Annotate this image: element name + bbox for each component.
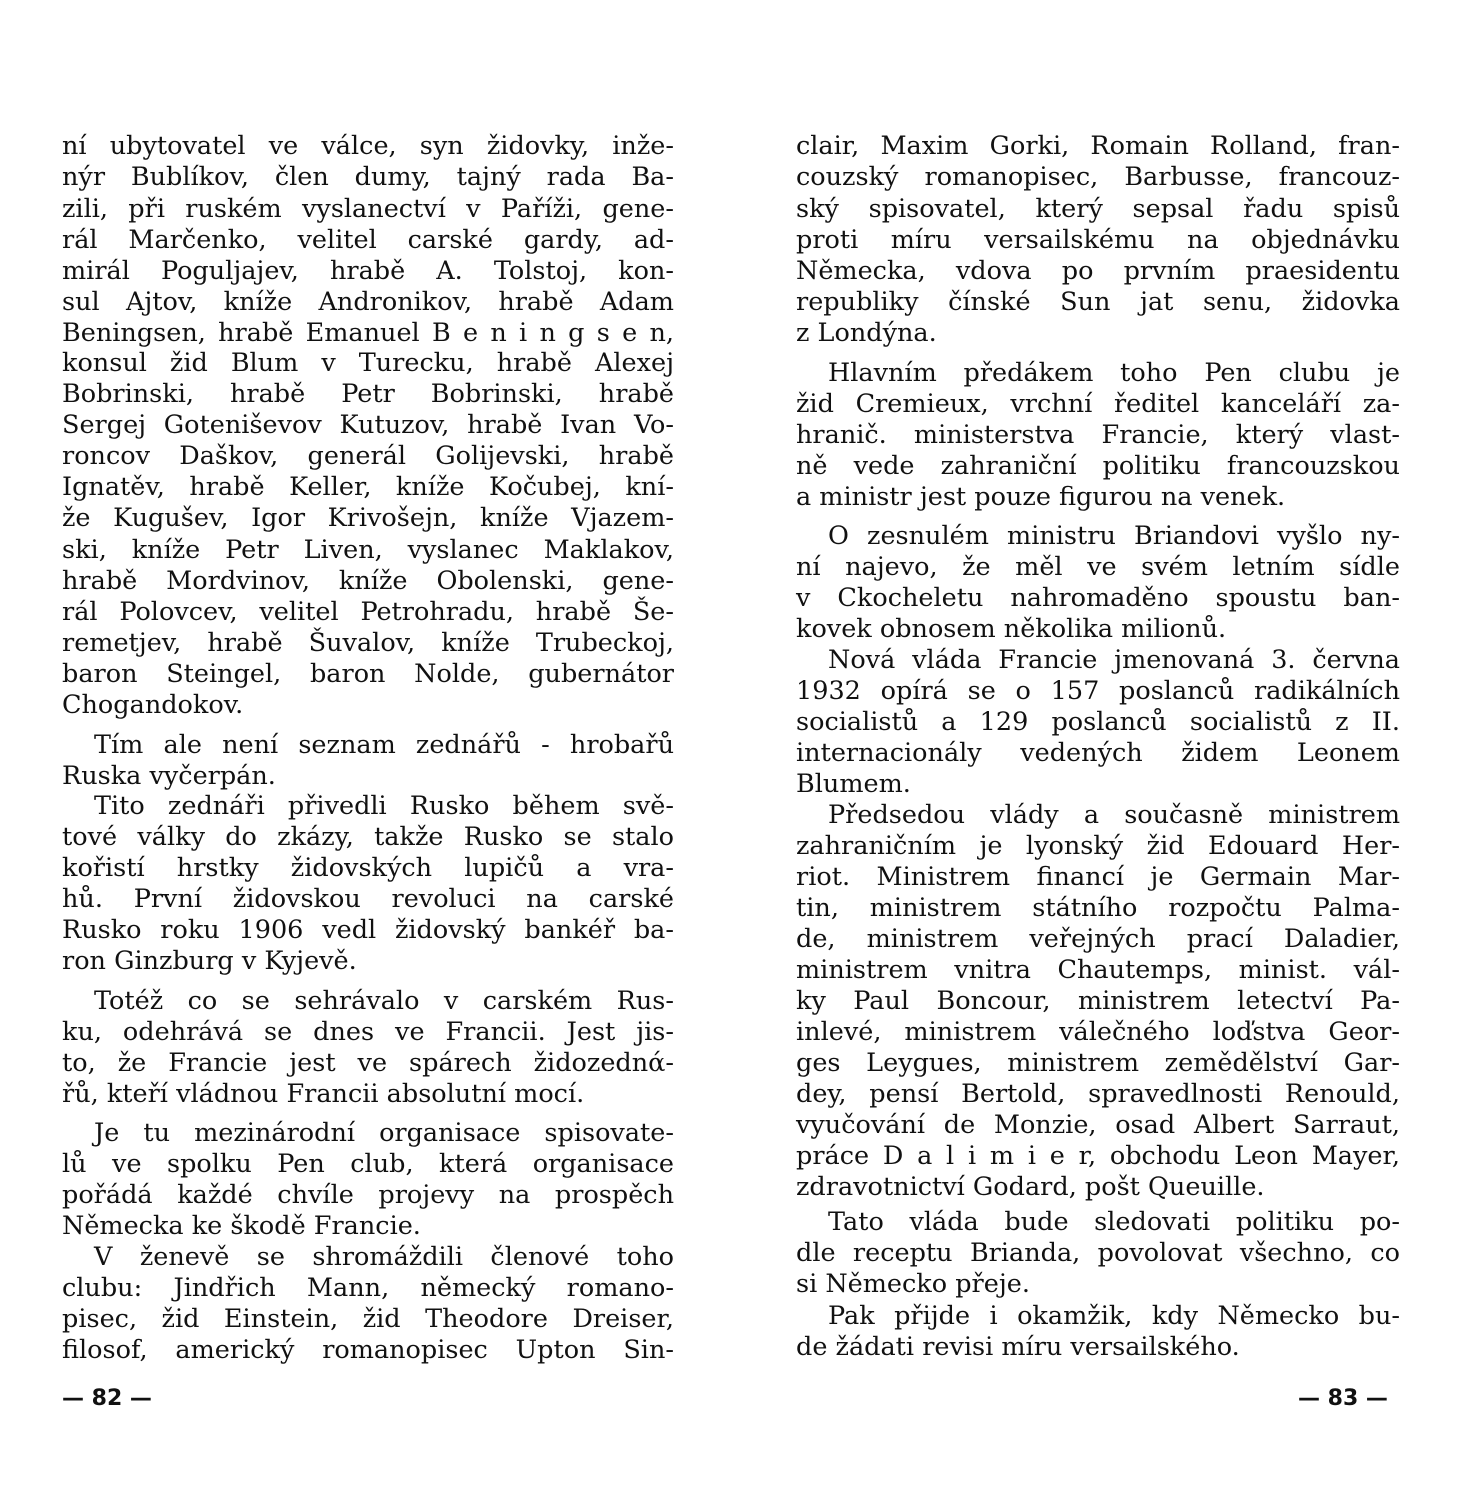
text-line: rál Marčenko, velitel carské gardy, ad-: [62, 225, 674, 255]
text-line: Chogandokov.: [62, 690, 244, 720]
text-line: Bobrinski, hrabě Petr Bobrinski, hrabě: [62, 379, 674, 409]
text-line: hranič. ministerstva Francie, který vlast-: [796, 420, 1400, 450]
page-number-left: — 82 —: [62, 1386, 152, 1411]
text-line: že Kugušev, Igor Krivošejn, kníže Vjazem-: [62, 503, 674, 533]
text-line: vyučování de Monzie, osad Albert Sarraut,: [796, 1110, 1400, 1140]
text-line: Je tu mezinárodní organisace spisovate-: [94, 1118, 674, 1148]
text-line: Nová vláda Francie jmenovaná 3. června: [828, 645, 1400, 675]
text-line: ministrem vnitra Chautemps, minist. vál-: [796, 955, 1400, 985]
text-line: inlevé, ministrem válečného loďstva Geor-: [796, 1017, 1400, 1047]
text-line: ky Paul Boncour, ministrem letectví Pa-: [796, 986, 1400, 1016]
text-line: Pak přijde i okamžik, kdy Německo bu-: [828, 1301, 1400, 1331]
text-line: to, že Francie jest ve spárech židozednά-: [62, 1048, 674, 1078]
text-line: Rusko roku 1906 vedl židovský bankéř ba-: [62, 915, 674, 945]
text-line: clubu: Jindřich Mann, německý romano-: [62, 1273, 674, 1303]
text-line: filosof, americký romanopisec Upton Sin-: [62, 1335, 674, 1365]
text-line: Ruska vyčerpán.: [62, 761, 276, 791]
text-line: Německa, vdova po prvním praesidentu: [796, 256, 1400, 286]
text-line: proti míru versailskému na objednávku: [796, 225, 1400, 255]
text-line: tin, ministrem státního rozpočtu Palma-: [796, 893, 1400, 923]
text-line: zahraničním je lyonský žid Edouard Her-: [796, 831, 1400, 861]
text-line: Německa ke škodě Francie.: [62, 1211, 421, 1241]
text-line: ně vede zahraniční politiku francouzskou: [796, 451, 1400, 481]
text-line: z Londýna.: [796, 318, 937, 348]
text-line: zili, při ruském vyslanectví v Paříži, gene-: [62, 194, 674, 224]
text-line: republiky čínské Sun jat senu, židovka: [796, 287, 1400, 317]
text-line: pisec, žid Einstein, žid Theodore Dreiser,: [62, 1304, 674, 1334]
text-line: Ignatěv, hrabě Keller, kníže Kočubej, kní-: [62, 472, 674, 502]
text-line: Tím ale není seznam zednářů - hrobařů: [94, 730, 674, 760]
text-line: couzský romanopisec, Barbusse, francouz-: [796, 162, 1400, 192]
text-line: Hlavním předákem toho Pen clubu je: [828, 358, 1400, 388]
text-line: a ministr jest pouze figurou na venek.: [796, 482, 1286, 512]
text-line: v Ckocheletu nahromaděno spoustu ban-: [796, 583, 1400, 613]
text-line: kovek obnosem několika milionů.: [796, 614, 1227, 644]
text-line: žid Cremieux, vrchní ředitel kanceláří za-: [796, 389, 1400, 419]
text-line: řů, kteří vládnou Francii absolutní mocí.: [62, 1079, 585, 1109]
text-line: internacionály vedených židem Leonem: [796, 738, 1400, 768]
text-line: remetjev, hrabě Šuvalov, kníže Trubeckoj,: [62, 628, 674, 658]
text-line: si Německo přeje.: [796, 1269, 1030, 1299]
text-line: mirál Poguljajev, hrabě A. Tolstoj, kon-: [62, 256, 674, 286]
text-line: sul Ajtov, kníže Andronikov, hrabě Adam: [62, 287, 674, 317]
text-line: ku, odehrává se dnes ve Francii. Jest jis-: [62, 1017, 674, 1047]
text-line: nýr Bublíkov, člen dumy, tajný rada Ba-: [62, 162, 674, 192]
text-line: tové války do zkázy, takže Rusko se stalo: [62, 822, 674, 852]
text-line: O zesnulém ministru Briandovi vyšlo ny-: [828, 521, 1400, 551]
text-line: práce D a l i m i e r, obchodu Leon Mayer,: [796, 1141, 1400, 1171]
text-line: kořistí hrstky židovských lupičů a vra-: [62, 853, 674, 883]
text-line: rál Polovcev, velitel Petrohradu, hrabě Še-: [62, 597, 674, 627]
text-line: baron Steingel, baron Nolde, gubernátor: [62, 659, 674, 689]
text-line: de žádati revisi míru versailského.: [796, 1332, 1240, 1362]
text-line: hrabě Mordvinov, kníže Obolenski, gene-: [62, 566, 674, 596]
text-line: clair, Maxim Gorki, Romain Rolland, fran-: [796, 131, 1400, 161]
text-line: ský spisovatel, který sepsal řadu spisů: [796, 194, 1400, 224]
text-line: Sergej Goteniševov Kutuzov, hrabě Ivan Vo-: [62, 410, 674, 440]
text-line: ron Ginzburg v Kyjevě.: [62, 946, 357, 976]
text-line: 1932 opírá se o 157 poslanců radikálních: [796, 676, 1400, 706]
text-line: riot. Ministrem financí je Germain Mar-: [796, 862, 1400, 892]
text-line: zdravotnictví Godard, pošt Queuille.: [796, 1172, 1265, 1202]
text-line: socialistů a 129 poslanců socialistů z II.: [796, 707, 1400, 737]
text-line: Tato vláda bude sledovati politiku po-: [828, 1207, 1400, 1237]
text-line: V ženevě se shromáždili členové toho: [94, 1242, 674, 1272]
text-line: hů. První židovskou revoluci na carské: [62, 884, 674, 914]
text-line: dle receptu Brianda, povolovat všechno, co: [796, 1238, 1400, 1268]
page-number-right: — 83 —: [1298, 1386, 1388, 1411]
text-line: dey, pensí Bertold, spravedlnosti Renould,: [796, 1079, 1400, 1109]
text-line: Předsedou vlády a současně ministrem: [828, 800, 1400, 830]
text-line: pořádá každé chvíle projevy na prospěch: [62, 1180, 674, 1210]
text-line: ní najevo, že měl ve svém letním sídle: [796, 552, 1400, 582]
text-line: Tito zednáři přivedli Rusko během svě-: [94, 791, 674, 821]
text-line: de, ministrem veřejných prací Daladier,: [796, 924, 1400, 954]
text-line: ski, kníže Petr Liven, vyslanec Maklakov,: [62, 535, 674, 565]
text-line: Totéž co se sehrávalo v carském Rus-: [94, 986, 674, 1016]
text-line: lů ve spolku Pen club, která organisace: [62, 1149, 674, 1179]
text-line: Beningsen, hrabě Emanuel B e n i n g s e n,: [62, 318, 674, 348]
text-line: roncov Daškov, generál Golijevski, hrabě: [62, 441, 674, 471]
text-line: ges Leygues, ministrem zemědělství Gar-: [796, 1048, 1400, 1078]
text-line: ní ubytovatel ve válce, syn židovky, inže-: [62, 131, 674, 161]
text-line: Blumem.: [796, 769, 911, 799]
text-line: konsul žid Blum v Turecku, hrabě Alexej: [62, 348, 674, 378]
